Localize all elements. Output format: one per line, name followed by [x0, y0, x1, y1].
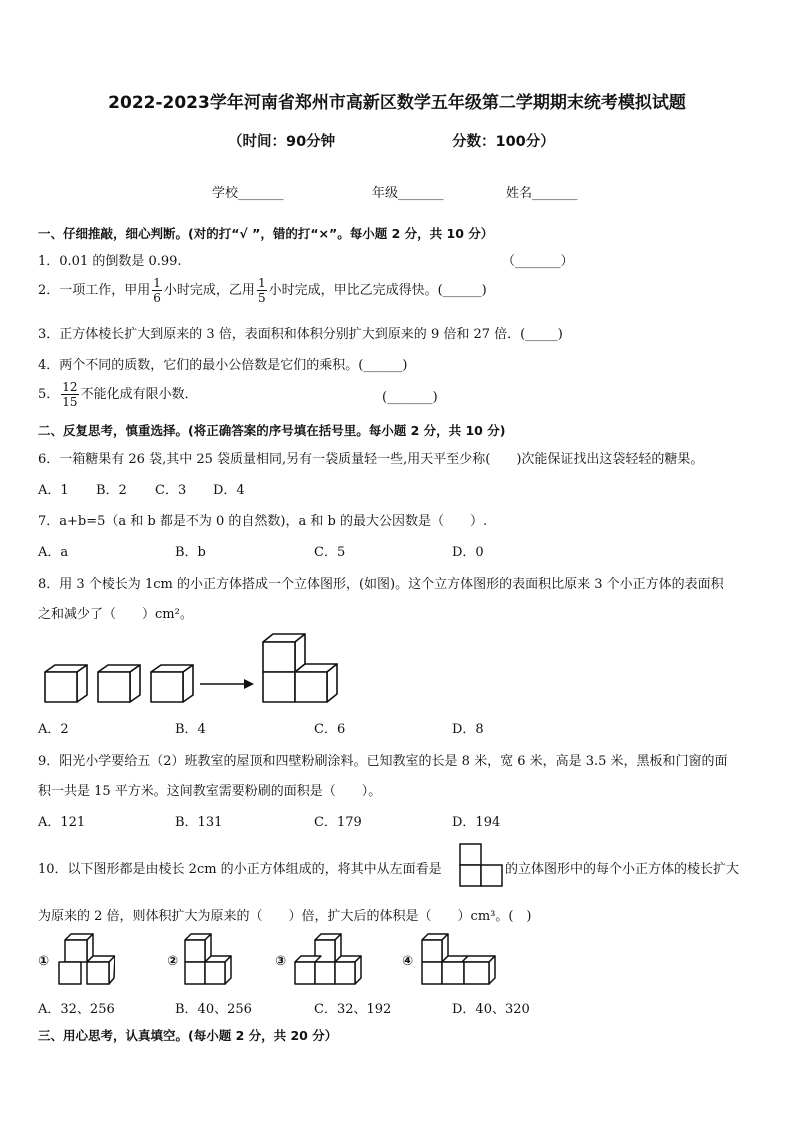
q10-figure-2 [181, 930, 237, 988]
q10-figure-3 [293, 930, 365, 988]
q10-option-d: D．40、320 [452, 1002, 530, 1017]
section2-heading: 二、反复思考，慎重选择。(将正确答案的序号填在括号里。每小题 2 分，共 10 分) [38, 423, 506, 438]
q10-figure-1 [55, 930, 115, 988]
q6-option-c: C．3 [155, 483, 187, 498]
question-1-blank: （_______） [502, 254, 574, 269]
grade-field: 年级_______ [372, 186, 444, 201]
q7-option-b: B．b [175, 545, 206, 560]
left-view-icon [459, 843, 503, 887]
question-1: 1．0.01 的倒数是 0.99. [38, 254, 182, 269]
cube-3 [151, 665, 193, 702]
q9-option-d: D．194 [452, 815, 501, 830]
q10-figure-4 [419, 930, 499, 988]
q8-option-d: D．8 [452, 722, 484, 737]
question-10-line2: 为原来的 2 倍，则体积扩大为原来的（ ）倍，扩大后的体积是（ ）cm³。( ) [38, 909, 532, 924]
q8-option-a: A．2 [38, 722, 69, 737]
exam-score: 分数：100分） [452, 134, 555, 150]
question-5-blank: (_______) [382, 390, 438, 405]
q8-option-c: C．6 [314, 722, 346, 737]
arrow-icon [200, 679, 254, 689]
question-3: 3．正方体棱长扩大到原来的 3 倍，表面积和体积分别扩大到原来的 9 倍和 27 倍．(_____) [38, 327, 563, 342]
q6-option-b: B．2 [96, 483, 127, 498]
cube-2 [98, 665, 140, 702]
question-7: 7．a+b=5（a 和 b 都是不为 0 的自然数)，a 和 b 的最大公因数是（ ）. [38, 514, 488, 529]
exam-time: （时间：90分钟 [228, 134, 336, 150]
school-field: 学校_______ [212, 186, 284, 201]
figure-label-2: ② [167, 954, 179, 969]
question-4: 4．两个不同的质数，它们的最小公倍数是它们的乘积。(______) [38, 358, 408, 373]
q9-option-a: A．121 [38, 815, 86, 830]
q6-option-d: D．4 [213, 483, 245, 498]
question-5-pre: 5． [38, 387, 60, 402]
fraction-12-15: $\frac{12}{15}$ [62, 380, 78, 409]
page-title: 2022-2023学年河南省郑州市高新区数学五年级第二学期期末统考模拟试题 [108, 93, 686, 113]
question-8-line1: 8．用 3 个棱长为 1cm 的小正方体搭成一个立体图形，(如图)。这个立方体图形的表面积比原来 3 个小正方体的表面积 [38, 577, 724, 592]
q10-option-b: B．40、256 [175, 1002, 252, 1017]
question-2 [38, 276, 487, 305]
q10-option-c: C．32、192 [314, 1002, 392, 1017]
cube-1 [45, 665, 87, 702]
q7-option-d: D．0 [452, 545, 484, 560]
q7-option-c: C．5 [314, 545, 346, 560]
q9-option-b: B．131 [175, 815, 223, 830]
q7-option-a: A．a [38, 545, 69, 560]
question-9-line2: 积一共是 15 平方米。这间教室需要粉刷的面积是（ ）。 [38, 784, 382, 799]
q10-option-a: A．32、256 [38, 1002, 115, 1017]
question-5 [38, 380, 198, 409]
question-5-post: 不能化成有限小数． [80, 387, 198, 402]
question-2-mid: 小时完成，乙用 [163, 283, 255, 298]
question-10-post: 的立体图形中的每个小正方体的棱长扩大 [505, 862, 740, 877]
question-9-line1: 9．阳光小学要给五（2）班教室的屋顶和四壁粉刷涂料。已知教室的长是 8 米，宽 6 米，高是 3.5 米，黑板和门窗的面 [38, 754, 728, 769]
figure-label-4: ④ [402, 954, 414, 969]
name-field: 姓名_______ [506, 186, 578, 201]
question-6: 6．一箱糖果有 26 袋,其中 25 袋质量相同,另有一袋质量轻一些,用天平至少称( )次能保证找出这袋轻轻的糖果。 [38, 452, 704, 467]
question-2-pre: 2．一项工作，甲用 [38, 283, 151, 298]
q8-option-b: B．4 [175, 722, 206, 737]
fraction-1-6: $\frac{1}{6}$ [153, 276, 161, 305]
question-2-post: 小时完成，甲比乙完成得快。(______) [268, 283, 487, 298]
combined-shape [263, 634, 337, 702]
question-10-pre: 10．以下图形都是由棱长 2cm 的小正方体组成的，将其中从左面看是 [38, 862, 442, 877]
fraction-1-5: $\frac{1}{5}$ [257, 276, 266, 305]
q9-option-c: C．179 [314, 815, 362, 830]
section3-heading: 三、用心思考，认真填空。(每小题 2 分，共 20 分） [38, 1028, 338, 1043]
q6-option-a: A．1 [38, 483, 69, 498]
q8-cubes-figure [40, 630, 340, 710]
question-8-line2: 之和减少了（ ）cm²。 [38, 607, 193, 622]
figure-label-1: ① [38, 954, 50, 969]
section1-heading: 一、仔细推敲，细心判断。(对的打“√ ”，错的打“×”。每小题 2 分，共 10 分） [38, 226, 494, 241]
figure-label-3: ③ [275, 954, 287, 969]
